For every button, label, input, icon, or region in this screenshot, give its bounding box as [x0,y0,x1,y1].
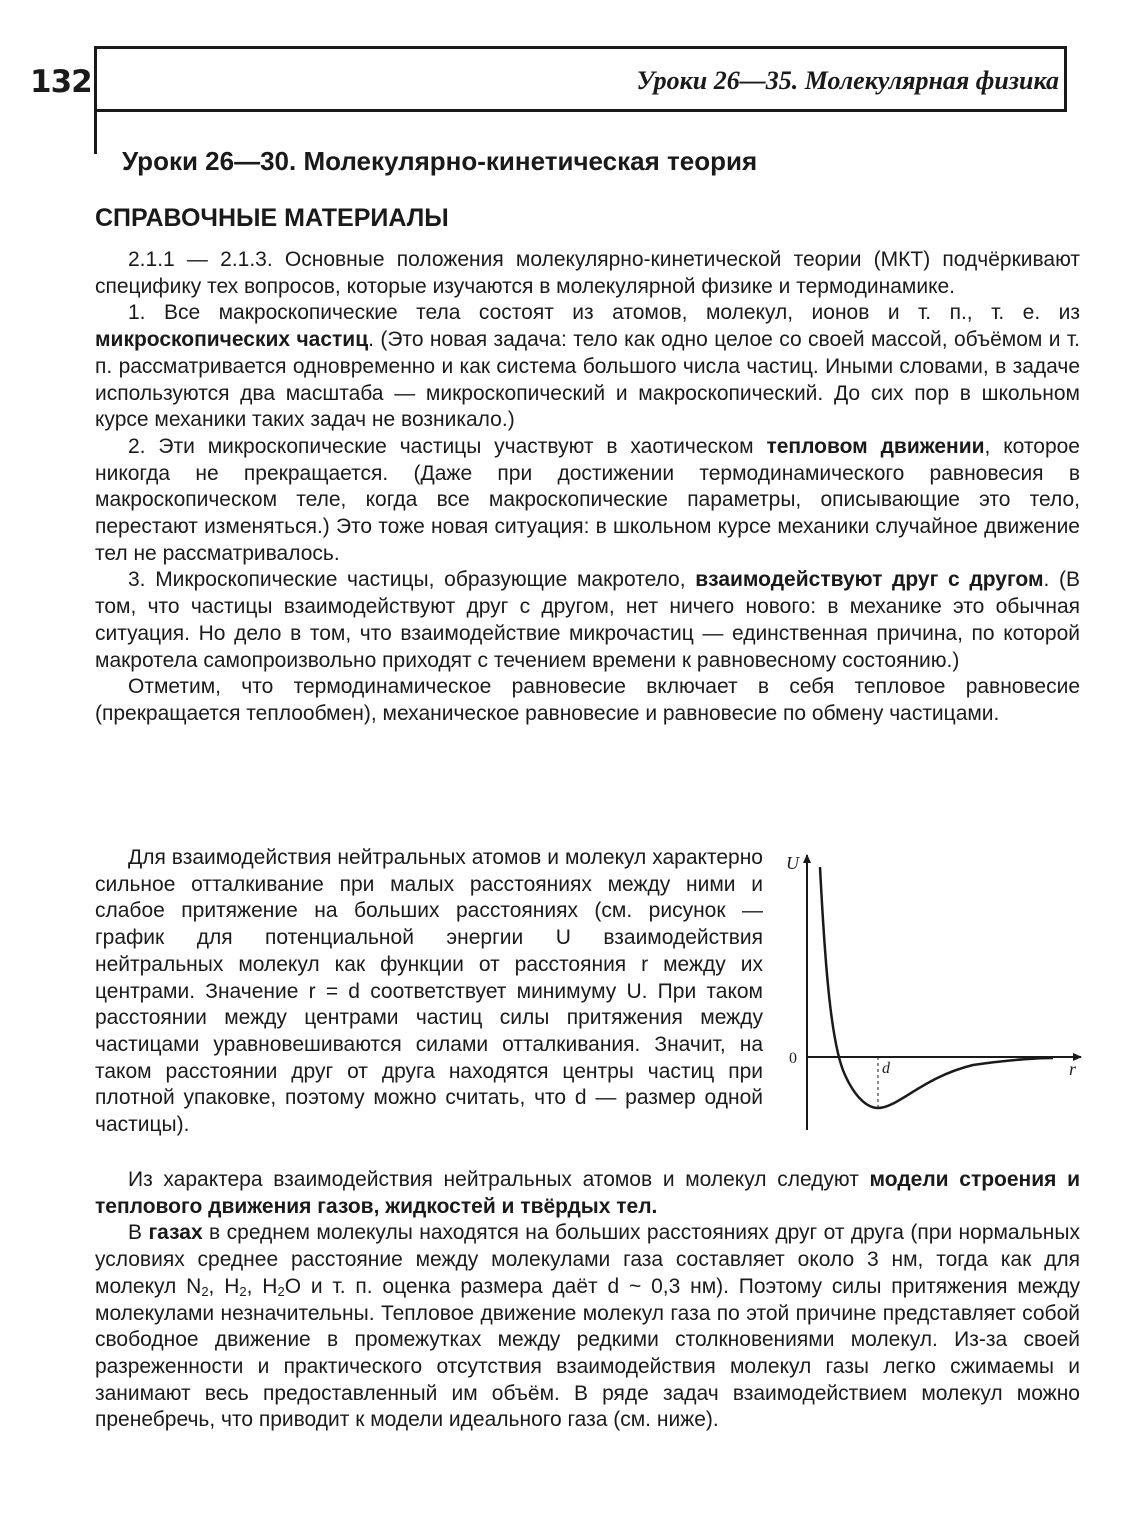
text-run: O и т. п. оценка размера даёт d ~ 0,3 нм). Поэтому силы притяжения между молекулами незначительны. Тепловое движение молекул газа по этой причине представляет собой свободное движение в промежутках между редкими столкновениями молекул. Из-за своей разреженности и практического отсутствия взаимодействия молекул газы легко сжимаемы и занимают весь предоставленный им объём. В ряде задач взаимодействием молекул можно пренебречь, что приводит к модели идеального газа (см. ниже). [95,1274,1081,1432]
bold-term: тепловом движении [766,434,985,458]
potential-curve [820,867,1053,1108]
subscript: 2 [277,1283,285,1299]
main-text-side [95,845,763,1139]
text-run: 2. Эти микроскопические частицы участвуют в хаотическом [128,434,767,458]
text-run: В [128,1221,149,1245]
lesson-title: Уроки 26—30. Молекулярно-кинетическая теория [122,146,758,176]
paragraph-7 [95,1220,1080,1434]
subscript: 2 [239,1283,247,1299]
subscript: 2 [201,1283,209,1299]
text-run: в среднем молекулы находятся на больших расстояниях друг от друга (при нормальных условиях среднее расстояние между молекулами газа составляет около 3 нм, тогда как для молекул N [95,1221,1081,1298]
paragraph-2 [95,434,1080,568]
text-run: . (В том, что частицы взаимодействуют друг с другом, нет ничего нового: в механике это обычная ситуация. Но дело в том, что взаимодействие микрочастиц — единственная причина, по которой макротела самопроизвольно приходят с течением времени к равновесному состоянию.) [95,568,1081,672]
text-run: , которое никогда не прекращается. (Даже при достижении термодинамического равновесия в макроскопическом теле, когда все макроскопические параметры, описывающие это тело, перестают изменяться.) Это тоже новая ситуация: в школьном курсе механики случайное движение тел не рассматривалось. [95,434,1080,565]
bold-term: взаимодействуют друг с другом [695,568,1044,592]
text-run: 3. Микроскопические частицы, образующие макротело, [128,568,696,592]
x-axis-label: r [1069,1059,1077,1079]
section-title: СПРАВОЧНЫЕ МАТЕРИАЛЫ [95,204,449,232]
origin-label: 0 [789,1050,797,1067]
text-run: Из характера взаимодействия нейтральных атомов и молекул следуют [128,1168,870,1191]
main-text-bottom [95,1167,1080,1434]
paragraph-3 [95,567,1080,674]
y-axis-label: U [786,853,799,873]
running-title: Уроки 26—35. Молекулярная физика [636,66,1059,95]
text-run: . (Это новая задача: тело как одно целое со своей массой, объёмом и т. п. рассматривается одновременно и как система большого числа частиц. Иными словами, в задаче используются два масштаба — микроскопический и макроскопический. До сих пор в школьном курсе механики таких задач не возникало.) [95,328,1080,432]
main-text-top [95,247,1080,728]
bold-term: газах [148,1221,203,1245]
text-run: , H [208,1274,240,1298]
bold-term: микроскопических частиц [95,328,369,352]
paragraph-4: Отметим, что термодинамическое равновесие включает в себя тепловое равновесие (прекращается теплообмен), механическое равновесие и равновесие по обмену частицами. [95,675,1080,725]
bold-term: модели строения и теплового движения газов, жидкостей и твёрдых тел. [95,1168,1080,1218]
paragraph-6 [95,1167,1080,1220]
text-run: 1. Все макроскопические тела состоят из атомов, молекул, ионов и т. п., т. е. из [128,301,1080,325]
minimum-label: d [882,1060,890,1077]
text-run: , H [246,1274,278,1298]
paragraph-intro: 2.1.1 — 2.1.3. Основные положения молекулярно-кинетической теории (МКТ) подчёркивают специфику тех вопросов, которые изучаются в молекулярной физике и термодинамике. [95,248,1080,298]
paragraph-5: Для взаимодействия нейтральных атомов и молекул характерно сильное отталкивание при малых расстояниях между ними и слабое притяжение на больших расстояниях (см. рисунок — график для потенциальной энергии U взаимодействия нейтральных молекул как функции от расстояния r между их центрами. Значение r = d соответствует минимуму U. При таком расстоянии между центрами частиц силы притяжения между частицами уравновешиваются силами отталкивания. Значит, на таком расстоянии друг от друга находятся центры частиц при плотной упаковке, поэтому можно считать, что d — размер одной частицы). [95,846,763,1137]
page-number: 132 [30,64,92,100]
paragraph-1 [95,300,1080,434]
potential-energy-graph [783,845,1083,1135]
header-frame-rule [94,108,97,154]
